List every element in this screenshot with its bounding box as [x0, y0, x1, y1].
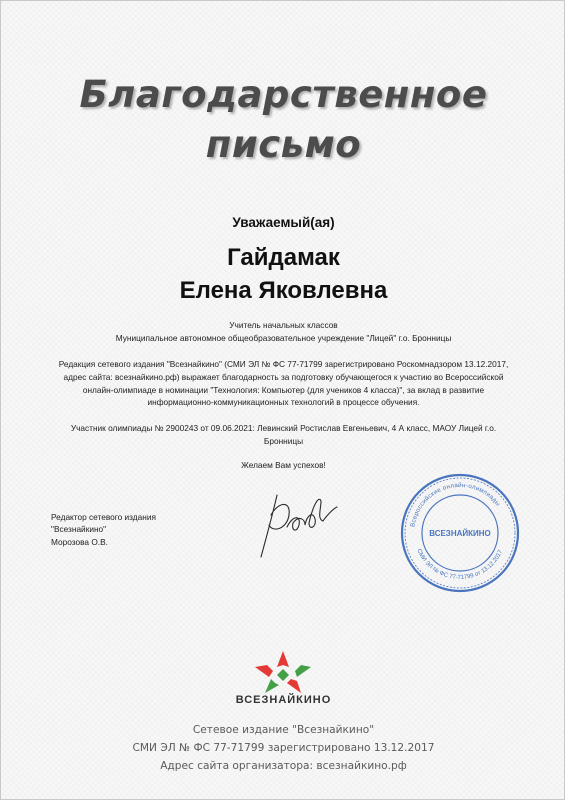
logo-wordmark: ВСЕЗНАЙКИНО — [235, 694, 332, 706]
wish-text: Желаем Вам успехов! — [241, 460, 326, 470]
signature-organization: "Всезнайкино" — [51, 524, 107, 535]
signature-person: Морозова О.В. — [51, 536, 108, 547]
organization-stamp — [398, 471, 522, 595]
footer-publisher: Сетевое издание "Всезнайкино" — [192, 724, 375, 736]
certificate-title-line2: письмо — [205, 123, 362, 166]
footer-registration: СМИ ЭЛ № ФС 77-71799 зарегистрировано 13.12.2017 — [132, 742, 435, 754]
recipient-organization: Муниципальное автономное общеобразовательное учреждение "Лицей" г.о. Бронницы — [115, 333, 452, 343]
recipient-surname: Гайдамак — [227, 244, 340, 271]
recipient-name: Елена Яковлевна — [179, 277, 388, 304]
recipient-position: Учитель начальных классов — [229, 320, 338, 330]
handwritten-signature — [247, 485, 347, 565]
certificate-title-line1: Благодарственное — [79, 73, 488, 116]
stamp-ring-text: Всероссийские онлайн-олимпиады — [409, 481, 502, 528]
signature-block — [51, 511, 156, 548]
participant-paragraph: Участник олимпиады № 2900243 от 09.06.2021: Левинский Ростислав Евгеньевич, 4 А класс, МАОУ Лицей г.о. Бронницы — [70, 423, 497, 446]
greeting: Уважаемый(ая) — [232, 215, 335, 230]
thanks-paragraph: Редакция сетевого издания "Всезнайкино" (СМИ ЭЛ № ФС 77-71799 зарегистрировано Роскомнадзором 13.12.2017, адрес сайта: всезнайкино.рф) выражает благодарность за подготовку обучающегося к участию во Всероссийской онлайн-олимпиаде в номинации "Технология: Компьютер (для учеников 4 класса)", за вклад в развитие информационно-коммуникационных технологий в процессе обучения. — [58, 359, 509, 408]
vseznaykino-logo-icon — [253, 649, 313, 695]
footer-site-address: Адрес сайта организатора: всезнайкино.рф — [160, 760, 407, 772]
stamp-center-text: ВСЕЗНАЙКИНО — [429, 529, 491, 538]
signature-role: Редактор сетевого издания — [51, 512, 156, 522]
stamp-reg-text: СМИ ЭЛ № ФС 77-71799 от 13.12.2017 — [415, 548, 505, 582]
